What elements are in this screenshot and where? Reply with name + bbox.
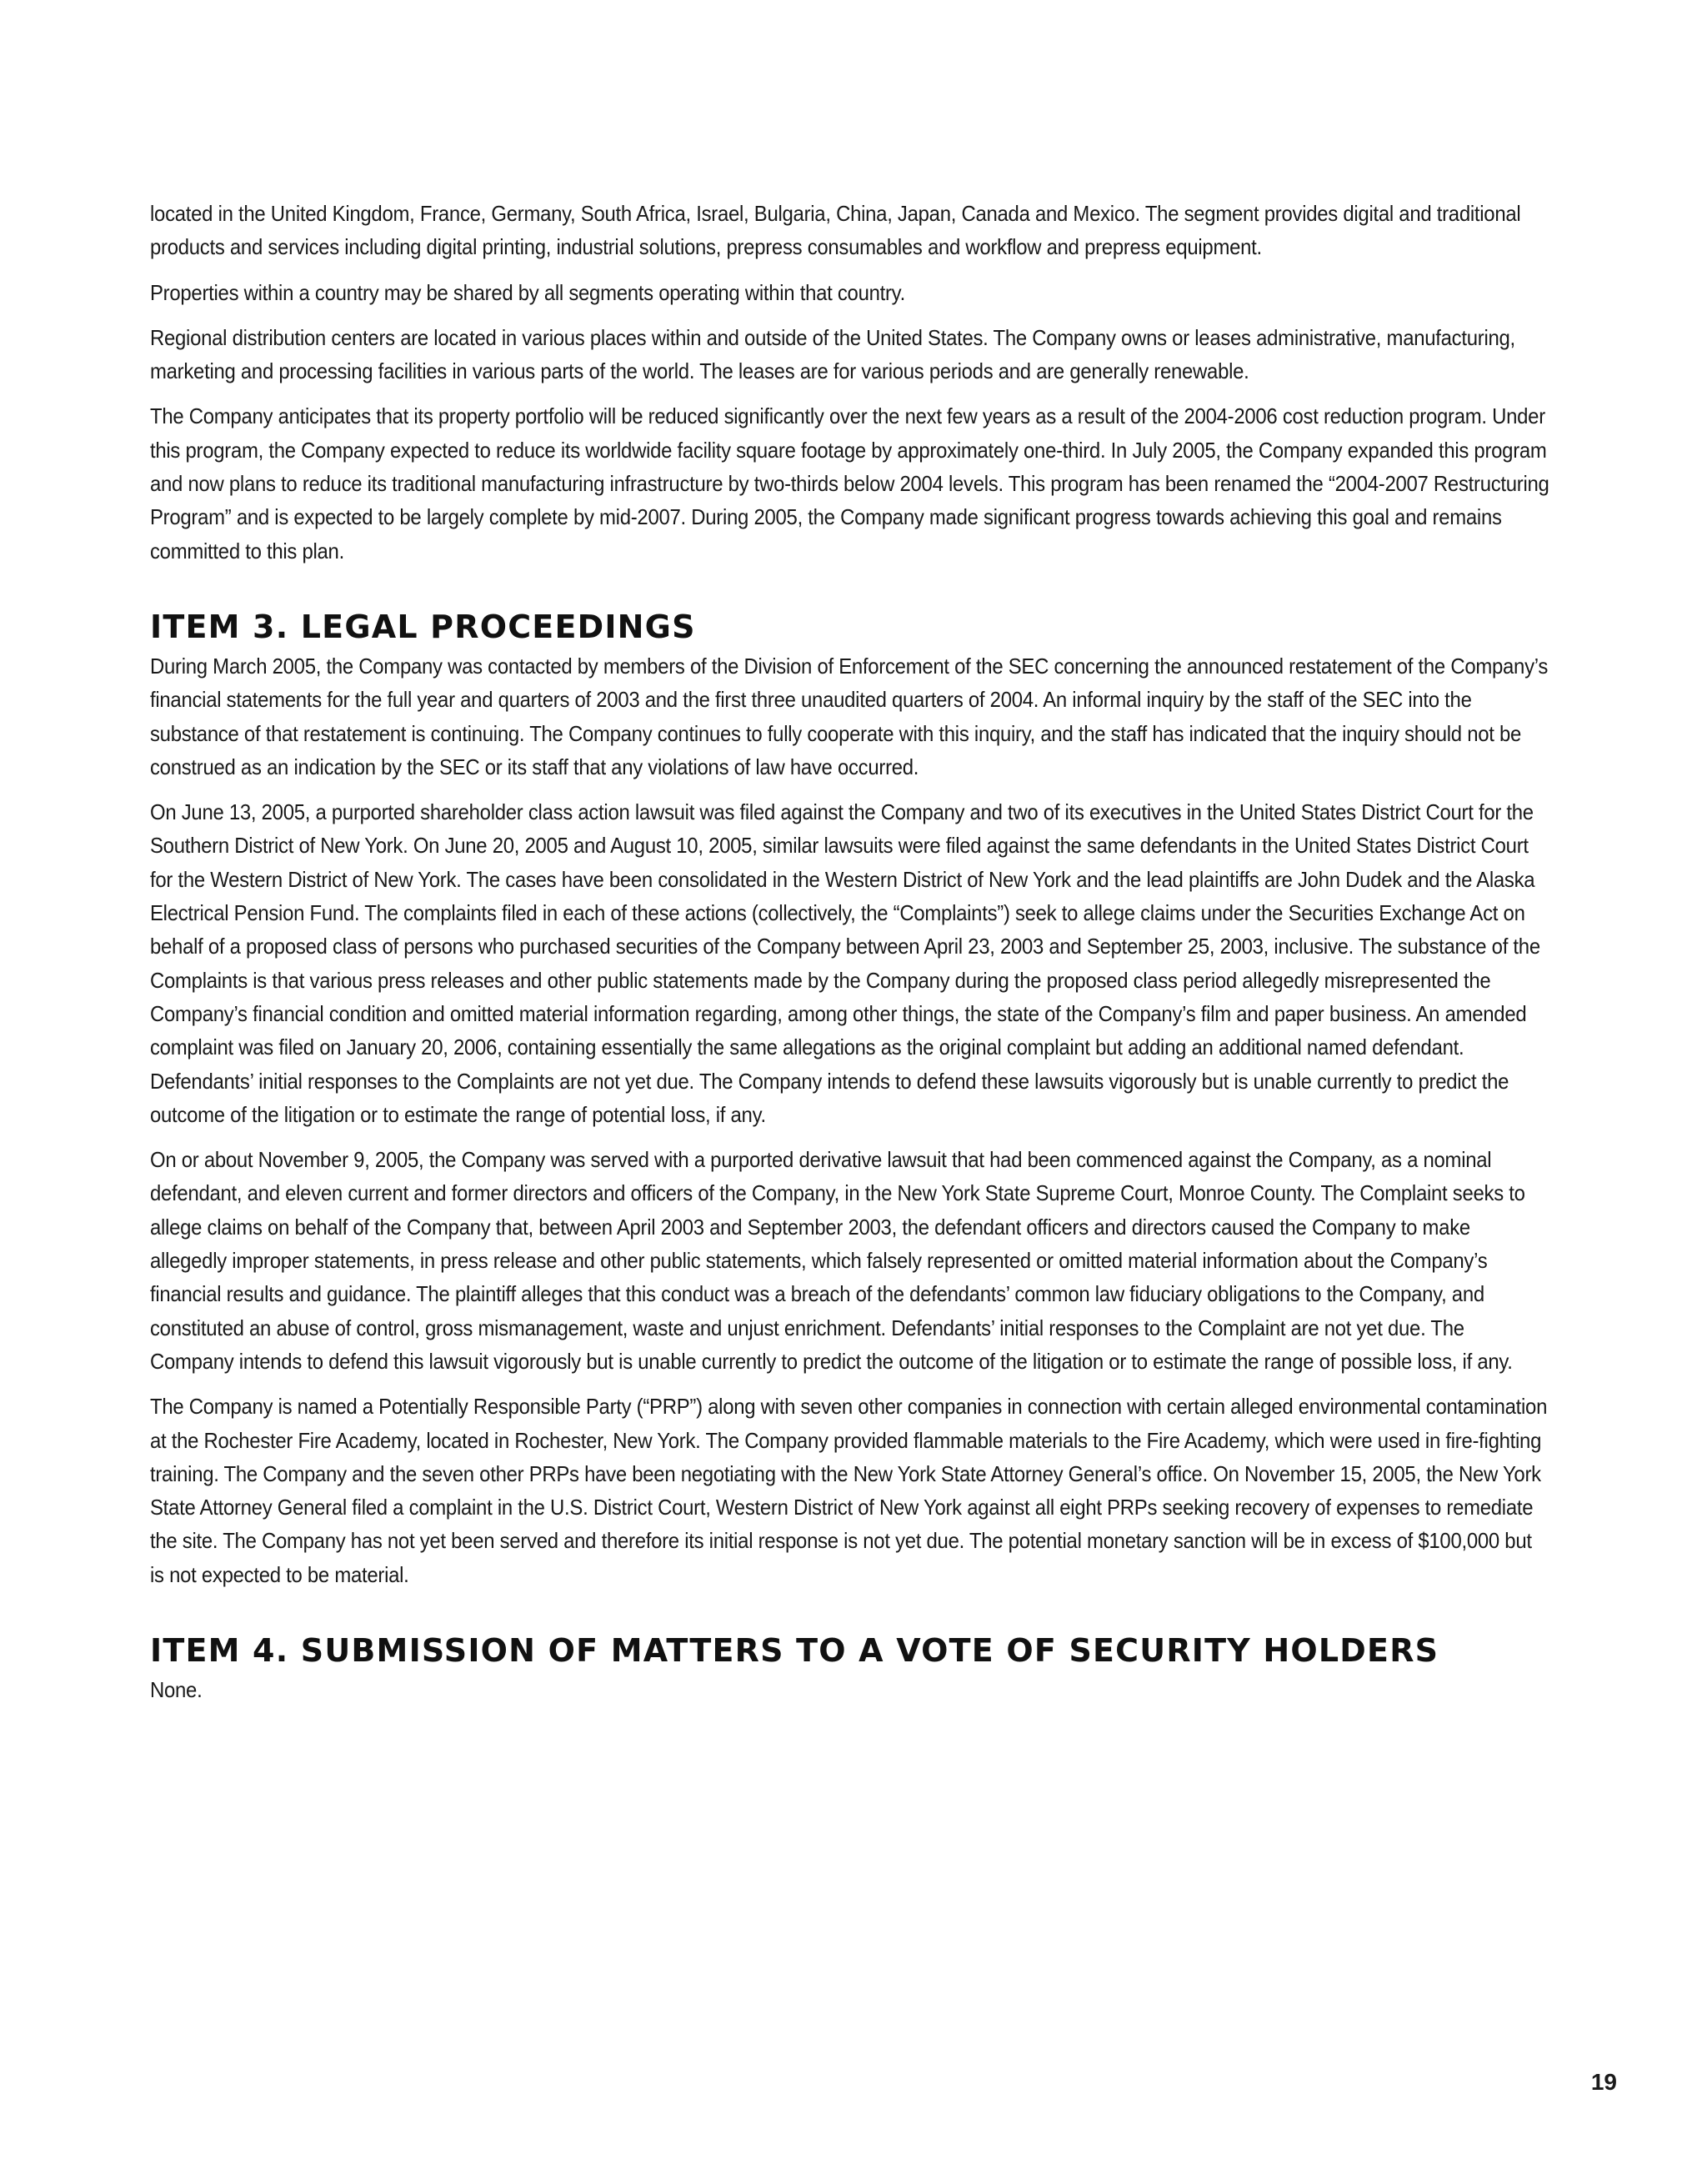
page-number: 19 [1590, 2069, 1617, 2095]
body-paragraph: None. [150, 1676, 203, 1702]
document-body [150, 197, 1550, 1718]
body-paragraph: The Company is named a Potentially Responsible Party (“PRP”) along with seven other companies in connection with certain alleged environmental contamination at the Rochester Fire Academy, located in Rochester, New York. The Company provided flammable materials to the Fire Academy, which were used in fire-fighting training. The Company and the seven other PRPs have been negotiating with the New York State Attorney General’s office. On November 15, 2005, the New York State Attorney General filed a complaint in the U.S. District Court, Western District of New York against all eight PRPs seeking recovery of expenses to remediate the site. The Company has not yet been served and therefore its initial response is not yet due. The potential monetary sanction will be in excess of $100,000 but is not expected to be material. [150, 1394, 1548, 1587]
section-heading-item3: ITEM 3. LEGAL PROCEEDINGS [150, 608, 696, 645]
body-paragraph: Properties within a country may be shared by all segments operating within that country. [150, 279, 905, 305]
body-paragraph: On or about November 9, 2005, the Company was served with a purported derivative lawsuit that had been commenced against the Company, as a nominal defendant, and eleven current and former directors and officers of the Company, in the New York State Supreme Court, Monroe County. The Complaint seeks to allege claims on behalf of the Company that, between April 2003 and September 2003, the defendant officers and directors caused the Company to make allegedly improper statements, in press release and other public statements, which falsely represented or omitted material information about the Company’s financial results and guidance. The plaintiff alleges that this conduct was a breach of the defendants’ common law fiduciary obligations to the Company, and constituted an abuse of control, gross mismanagement, waste and unjust enrichment. Defendants’ initial responses to the Complaint are not yet due. The Company intends to defend this lawsuit vigorously but is unable currently to predict the outcome of the litigation or to estimate the range of possible loss, if any. [150, 1147, 1525, 1374]
body-paragraph: The Company anticipates that its property portfolio will be reduced significantly over the next few years as a result of the 2004-2006 cost reduction program. Under this program, the Company expected to reduce its worldwide facility square footage by approximately one-third. In July 2005, the Company expanded this program and now plans to reduce its traditional manufacturing infrastructure by two-thirds below 2004 levels. This program has been renamed the “2004-2007 Restructuring Program” and is expected to be largely complete by mid-2007. During 2005, the Company made significant progress towards achieving this goal and remains committed to this plan. [150, 403, 1549, 564]
section-heading-item4: ITEM 4. SUBMISSION OF MATTERS TO A VOTE OF SECURITY HOLDERS [150, 1631, 1439, 1669]
body-paragraph: Regional distribution centers are located in various places within and outside of the United States. The Company owns or leases administrative, manufacturing, marketing and processing facilities in various parts of the world. The leases are for various periods and are generally renewable. [150, 324, 1515, 384]
body-paragraph: On June 13, 2005, a purported shareholder class action lawsuit was filed against the Company and two of its executives in the United States District Court for the Southern District of New York. On June 20, 2005 and August 10, 2005, similar lawsuits were filed against the same defendants in the United States District Court for the Western District of New York. The cases have been consolidated in the Western District of New York and the lead plaintiffs are John Dudek and the Alaska Electrical Pension Fund. The complaints filed in each of these actions (collectively, the “Complaints”) seek to allege claims under the Securities Exchange Act on behalf of a proposed class of persons who purchased securities of the Company between April 23, 2003 and September 25, 2003, inclusive. The substance of the Complaints is that various press releases and other public statements made by the Company during the proposed class period allegedly misrepresented the Company’s financial condition and omitted material information regarding, among other things, the state of the Company’s film and paper business. An amended complaint was filed on January 20, 2006, containing essentially the same allegations as the original complaint but adding an additional named defendant. Defendants’ initial responses to the Complaints are not yet due. The Company intends to defend these lawsuits vigorously but is unable currently to predict the outcome of the litigation or to estimate the range of potential loss, if any. [150, 799, 1540, 1127]
body-paragraph: During March 2005, the Company was contacted by members of the Division of Enforcement of the SEC concerning the announced restatement of the Company’s financial statements for the full year and quarters of 2003 and the first three unaudited quarters of 2004. An informal inquiry by the staff of the SEC into the substance of that restatement is continuing. The Company continues to fully cooperate with this inquiry, and the staff has indicated that the inquiry should not be construed as an indication by the SEC or its staff that any violations of law have occurred. [150, 653, 1549, 779]
body-paragraph: located in the United Kingdom, France, Germany, South Africa, Israel, Bulgaria, China, Japan, Canada and Mexico. The segment provides digital and traditional products and services including digital printing, industrial solutions, prepress consumables and workflow and prepress equipment. [150, 201, 1521, 260]
